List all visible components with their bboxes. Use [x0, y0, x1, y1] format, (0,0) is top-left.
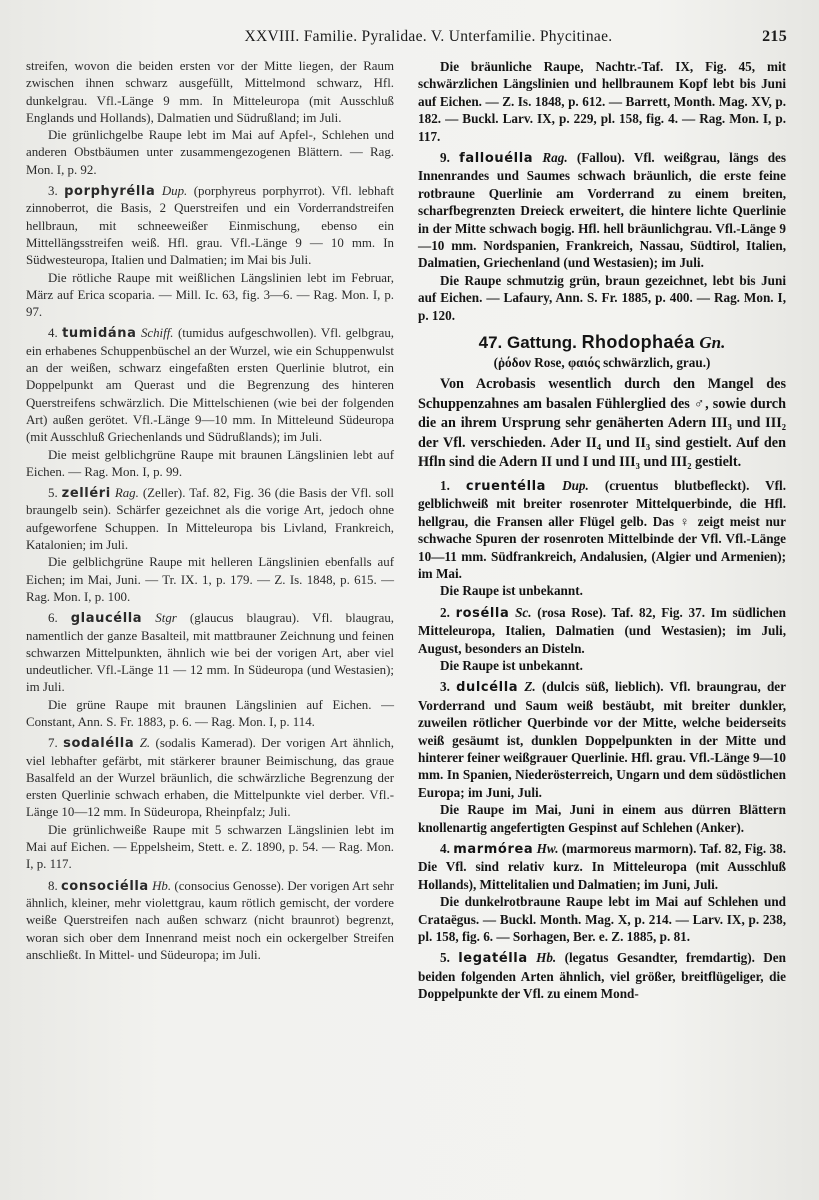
page-number: 215 [762, 28, 787, 45]
species-name: consociélla [60, 878, 149, 894]
species-number: 3. [440, 679, 450, 695]
species-entry [418, 678, 786, 801]
species-author: Rag. [114, 486, 139, 501]
page-header [26, 28, 791, 54]
species-number: 6. [48, 611, 58, 626]
genus-name: Rhodophaéa [581, 332, 695, 353]
species-entry [26, 878, 394, 964]
species-entry [26, 183, 394, 269]
paragraph: Die rötliche Raupe mit weißlichen Längslinien lebt im Februar, März auf Erica scoparia. — Mill. Ic. 63, fig. 3—6. — Rag. Mon. I, p. 97. [26, 270, 394, 320]
species-name: marmórea [453, 842, 534, 857]
paragraph: Die gelblichgrüne Raupe mit helleren Längslinien ebenfalls auf Eichen; im Mai, Juni. — Tr. IX. 1, p. 179. — Z. Is. 1848, p. 615. — Rag. Mon. I, p. 100. [26, 555, 394, 604]
paragraph: streifen, wovon die beiden ersten vor der Mitte liegen, der Raum zwischen ihnen schwarz ausgefüllt, Mittelmond schwarz, Hfl. dunkelgrau. Vfl.-Länge 9 mm. In Mitteleuropa (mit Ausschluß Englands und Hollands), Dalmatien und Südrußland; im Juli. [26, 59, 394, 125]
paragraph: Die meist gelblichgrüne Raupe mit braunen Längslinien lebt auf Eichen. — Rag. Mon. I, p. 99. [26, 447, 394, 479]
running-title: XXVIII. Familie. Pyralidae. V. Unterfamilie. Phycitinae. [244, 28, 613, 45]
species-author: Z. [139, 736, 151, 751]
species-entry [26, 485, 394, 554]
species-author: Dup. [562, 477, 589, 493]
species-name: porphyrélla [64, 184, 156, 200]
paragraph: Die grünlichgelbe Raupe lebt im Mai auf Apfel-, Schlehen und anderen Obstbäumen unter zusammengezogenen Blättern. — Rag. Mon. I, p. 92. [26, 128, 394, 177]
species-description: (tumidus aufgeschwollen). Vfl. gelbgrau, ein erhabenes Schuppenbüschel an der Wurzel, wie ein Schuppenwulst an der weißen, schwarz eingefaßten ersten Querlinie blutrot, ein Doppelpunkt am Querast und die Begrenzung des hinteren Querstreifens schwärzlich. Die Mittelschienen (wie bei der folgenden Art) außen gerötet. Vfl.-Länge 9—10 mm. In Mitteleund Südeuropa (mit Ausschluß Griechenlands und Südrußlands); im Juli. [26, 326, 394, 445]
species-description: (dulcis süß, lieblich). Vfl. braungrau, der Vorderrand und Saum weiß bestäubt, mit breiter dunkler, zuweilen rötlicher Querbinde vor der Mitte, welche beiderseits weiß gesäumt ist, dunklen Doppelpunkten in der Mitte und hinterer feiner weißgrauer Querlinie. Hfl. grau. Vfl.-Länge 9—10 mm. In Spanien, Niederösterreich, Ungarn und dem südöstlichen Europa; im Juni, Juli. [418, 679, 787, 800]
genus-etymology: (ῥόδον Rose, φαιός schwärzlich, grau.) [493, 354, 711, 370]
species-name: tumidána [62, 326, 137, 342]
species-number: 9. [440, 150, 450, 166]
species-description: (cruentus blutbefleckt). Vfl. gelblichweiß mit breiter rosenroter Mittelquerbinde, die Hfl. hellgrau, die Fransen aller Flügel gelb. Das ♀ zeigt meist nur schwache Spuren der rosenroten Mittelbinde der Vfl. Vfl.-Länge 10—11 mm. Südfrankreich, Andalusien, (Algier und Armenien); im Mai. [418, 477, 787, 581]
species-author: Hw. [536, 841, 559, 856]
genus-author: Gn. [699, 333, 726, 353]
species-number: 8. [48, 878, 58, 893]
species-author: Hb. [152, 878, 172, 893]
species-description: (porphyreus porphyrrot). Vfl. lebhaft zinnoberrot, die Basis, 2 Querstreifen und ein Vorderrandstreifen hellbraun, mit schneeweißer Einmischung, ebenso ein Mittellängsstreifen weiß. Hfl. grau. Vfl.-Länge 9 — 10 mm. In Südwesteuropa, Italien und Dalmatien; im Mai bis Juli. [26, 184, 394, 268]
species-entry [26, 610, 394, 696]
species-number: 4. [440, 841, 450, 856]
paragraph: Die Raupe ist unbekannt. [440, 657, 583, 673]
species-number: 3. [48, 184, 58, 199]
genus-number: 47. Gattung. [478, 333, 577, 353]
species-name: fallouélla [459, 151, 534, 167]
paragraph: Die grünlichweiße Raupe mit 5 schwarzen Längslinien lebt im Mai auf Eichen. — Eppelsheim, Stett. e. Z. 1890, p. 54. — Rag. Mon. I, p. 117. [26, 822, 394, 872]
species-name: cruentélla [465, 478, 547, 494]
species-description: (glaucus blaugrau). Vfl. blaugrau, namentlich der ganze Basalteil, mit mattbrauner Zeichnung und feinen schwarzen Mittelpunkten, ähnlich wie bei der vorigen Art, aber viel undeutlicher. Vfl.-Länge 11 — 12 mm. In Südeuropa (und Westasien); im Juli. [26, 611, 394, 695]
species-name: sodalélla [63, 736, 135, 752]
species-number: 5. [440, 950, 450, 966]
paragraph: Die Raupe schmutzig grün, braun gezeichnet, lebt bis Juni auf Eichen. — Lafaury, Ann. S. Fr. 1885, p. 400. — Rag. Mon. I, p. 120. [418, 272, 786, 323]
genus-description: Von Acrobasis wesentlich durch den Mangel des Schuppenzahnes am basalen Fühlerglied des ♂, sowie durch die an ihrem Ursprung sehr genäherten Adern III₃ und III₂ der Vfl. verschieden. Ader II₄ und II₃ sind gestielt. Auf den Hfln sind die Adern II und I und III₃ und III₂ gestielt. [418, 375, 786, 471]
species-description: (sodalis Kamerad). Der vorigen Art ähnlich, viel lebhafter gefärbt, mit stärkerer brauner Beimischung, das graue Basalfeld an der Wurzel bräunlich, die schwärzliche Begrenzung der ersten Querlinie schwach erhaben, die Mittelpunkte viel derber. Vfl.-Länge 10—12 mm. In Südeuropa, Rheinpfalz; Juli. [26, 736, 394, 820]
paragraph: Die bräunliche Raupe, Nachtr.-Taf. IX, Fig. 45, mit schwärzlichen Längslinien und hellbraunem Kopf lebt bis Juni auf Eichen. — Z. Is. 1848, p. 612. — Barrett, Month. Mag. XV, p. 182. — Buckl. Larv. IX, p. 229, pl. 158, fig. 4. — Rag. Mon. I, p. 117. [418, 59, 786, 144]
species-name: dulcélla [456, 680, 519, 696]
paragraph: Die dunkelrotbraune Raupe lebt im Mai auf Schlehen und Crataëgus. — Buckl. Month. Mag. X, p. 214. — Larv. IX, p. 238, pl. 158, fig. 6. — Sorhagen, Ber. e. Z. 1885, p. 81. [418, 894, 786, 945]
species-entry [418, 949, 786, 1002]
species-author: Stgr [155, 611, 177, 626]
paragraph: Die Raupe im Mai, Juni in einem aus dürren Blättern knollenartig angefertigten Gespinst auf Schlehen (Anker). [418, 802, 786, 835]
species-author: Hb. [536, 950, 557, 966]
species-description: (consocius Genosse). Der vorigen Art sehr ähnlich, kleiner, mehr violettgrau, kaum rötlich gemischt, der vordere weiße Querstreifen nach außen schwarz (nicht braunrot) begrenzt, woran sich ober dem Innenrand meist noch ein ockergelber Streifen anschließt. In Mittel- und Südeuropa; im Juli. [26, 878, 394, 962]
species-entry [418, 840, 786, 893]
species-number: 1. [440, 477, 450, 493]
species-entry [418, 477, 786, 582]
left-column [26, 58, 394, 964]
right-column [418, 58, 786, 1003]
species-description: (Zeller). Taf. 82, Fig. 36 (die Basis der Vfl. soll braungelb sein). Schärfer gezeichnet als die vorige Art, jedoch ohne aufgeworfene Schuppen. In Mitteleuropa bis Livland, Frankreich, Katalonien; im Juli. [26, 486, 394, 553]
species-name: glaucélla [70, 611, 143, 627]
species-name: rosélla [455, 605, 510, 621]
species-name: zelléri [61, 486, 111, 502]
species-number: 2. [440, 604, 450, 620]
species-description: (legatus Gesandter, fremdartig). Den beiden folgenden Arten ähnlich, viel größer, breitflügeliger, die Doppelpunkte der Vfl. zu einem Mond- [418, 950, 786, 1002]
species-description: (Fallou). Vfl. weißgrau, längs des Innenrandes und Saumes schwach bräunlich, die erste feine rotbraune Querlinie am Vorderrand zu einem breiten, scharfbegrenzten Dreieck erweitert, die hintere lichte Querlinie in der Mitte schwach bogig. Hfl. hell bräunlichgrau. Vfl.-Länge 9—10 mm. Nordspanien, Frankreich, Nassau, Südtirol, Italien, Dalmatien, Griechenland (und Westasien); im Juli. [418, 150, 787, 271]
species-entry [418, 149, 786, 272]
paragraph: Die Raupe ist unbekannt. [440, 583, 583, 599]
species-author: Rag. [542, 150, 568, 166]
species-entry [26, 325, 394, 446]
species-number: 5. [48, 486, 58, 501]
paragraph: Die grüne Raupe mit braunen Längslinien auf Eichen. — Constant, Ann. S. Fr. 1883, p. 6. — Rag. Mon. I, p. 114. [26, 697, 394, 729]
species-name: legatélla [458, 951, 528, 967]
species-author: Sc. [515, 604, 532, 620]
species-entry [26, 735, 394, 821]
species-number: 7. [48, 736, 58, 751]
species-entry [418, 604, 786, 657]
species-author: Schiff. [140, 326, 174, 341]
species-description: (rosa Rose). Taf. 82, Fig. 37. Im südlichen Mitteleuropa, Italien, Dalmatien (und Westasien); im Juli, August, besonders an Disteln. [418, 604, 786, 656]
species-author: Dup. [161, 184, 188, 199]
genus-heading [418, 334, 786, 351]
species-author: Z. [524, 679, 536, 695]
species-number: 4. [48, 326, 58, 341]
species-description: (marmoreus marmorn). Taf. 82, Fig. 38. Die Vfl. sind relativ kurz. In Mitteleuropa (mit Ausschluß Hollands), Mittelitalien und Dalmatien; im Juni, Juli. [418, 841, 787, 892]
